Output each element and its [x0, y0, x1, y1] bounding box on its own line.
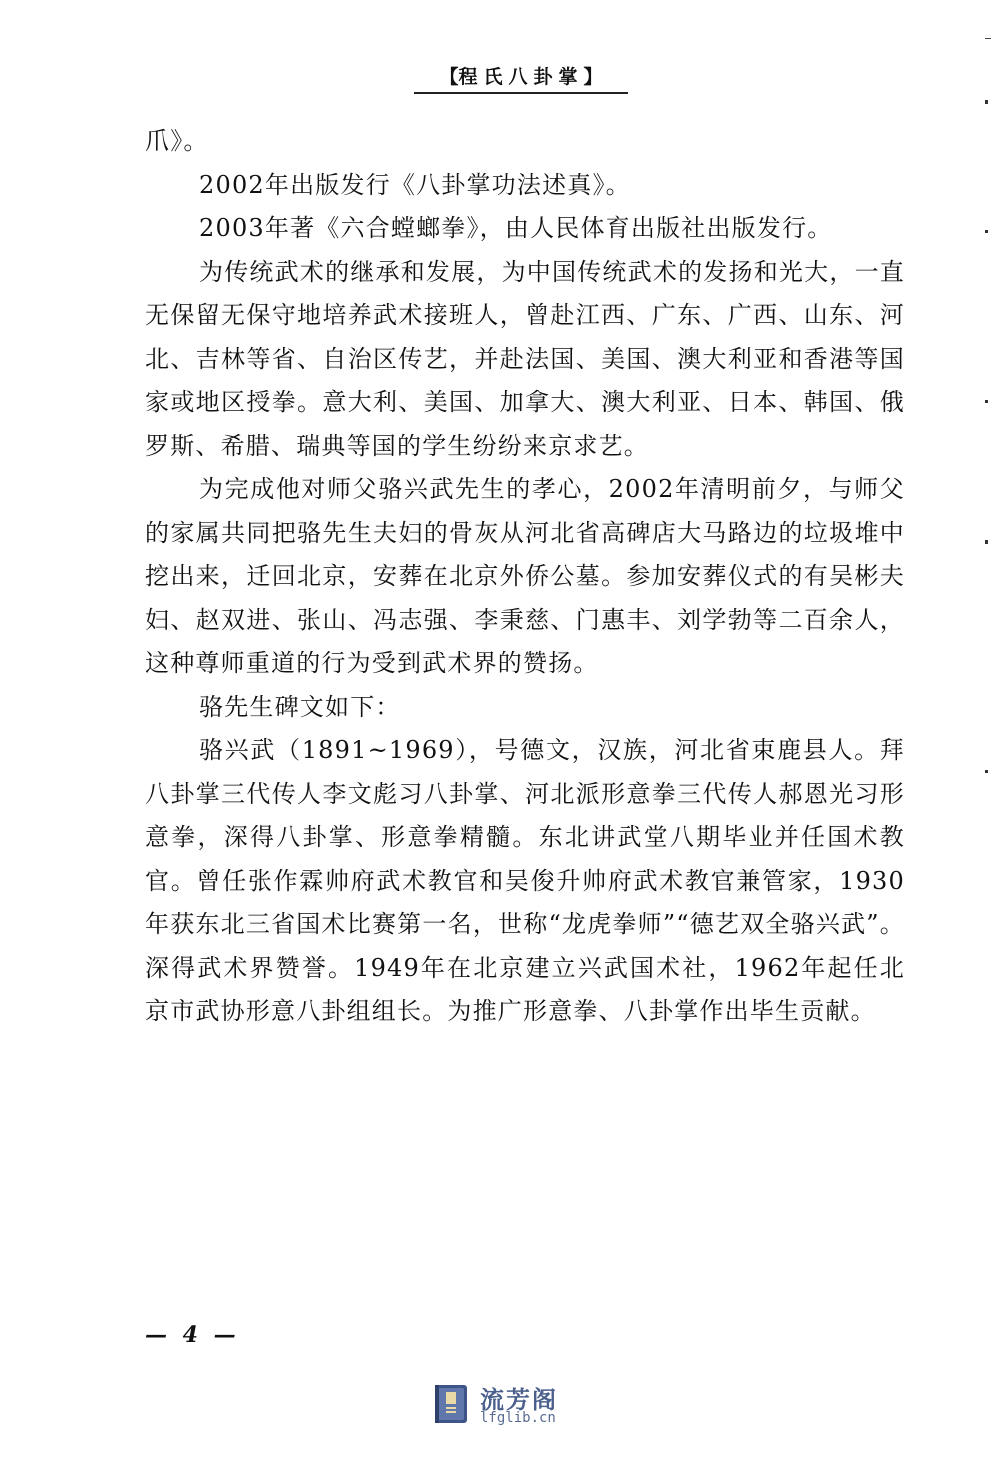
scan-artifact [985, 38, 991, 39]
book-icon [432, 1383, 472, 1425]
watermark [432, 1380, 582, 1430]
paragraph: 2003年著《六合螳螂拳》，由人民体育出版社出版发行。 [199, 214, 833, 242]
scan-artifact [985, 770, 988, 773]
scan-artifact [985, 400, 988, 403]
header-close-bracket: 】 [583, 66, 603, 88]
scan-artifact [985, 230, 988, 233]
header-open-bracket: 【 [439, 66, 459, 88]
running-header [414, 62, 628, 94]
page-number: — 4 — [145, 1322, 240, 1348]
paragraph: 为完成他对师父骆兴武先生的孝心，2002年清明前夕，与师父的家属共同把骆先生夫妇的骨灰从河北省高碑店大马路边的垃圾堆中挖出来，迁回北京，安葬在北京外侨公墓。参加安葬仪式的有吴彬夫妇、赵双进、张山、冯志强、李秉慈、门惠丰、刘学勃等二百余人，这种尊师重道的行为受到武术界的赞扬。 [145, 475, 905, 677]
paragraph: 爪》。 [145, 127, 209, 155]
watermark-url: lfglib.cn [480, 1410, 556, 1426]
paragraph: 骆兴武（1891~1969），号德文，汉族，河北省束鹿县人。拜八卦掌三代传人李文彪习八卦掌、河北派形意拳三代传人郝恩光习形意拳，深得八卦掌、形意拳精髓。东北讲武堂八期毕业并任国术教官。曾任张作霖帅府武术教官和吴俊升帅府武术教官兼管家，1930年获东北三省国术比赛第一名，世称“龙虎拳师”“德艺双全骆兴武”。深得武术界赞誉。1949年在北京建立兴武国术社，1962年起任北京市武协形意八卦组组长。为推广形意拳、八卦掌作出毕生贡献。 [145, 736, 905, 1025]
scan-artifact [985, 540, 988, 544]
paragraph: 为传统武术的继承和发展，为中国传统武术的发扬和光大，一直无保留无保守地培养武术接班人，曾赴江西、广东、广西、山东、河北、吉林等省、自治区传艺，并赴法国、美国、澳大利亚和香港等国家或地区授拳。意大利、美国、加拿大、澳大利亚、日本、韩国、俄罗斯、希腊、瑞典等国的学生纷纷来京求艺。 [145, 257, 905, 460]
watermark-site-name: 流芳阁 [480, 1386, 558, 1414]
paragraph: 2002年出版发行《八卦掌功法述真》。 [199, 170, 631, 199]
book-title: 程氏八卦掌 [458, 66, 584, 88]
paragraph: 骆先生碑文如下： [199, 692, 401, 721]
body-text [145, 120, 905, 1034]
scan-artifact [985, 100, 988, 104]
